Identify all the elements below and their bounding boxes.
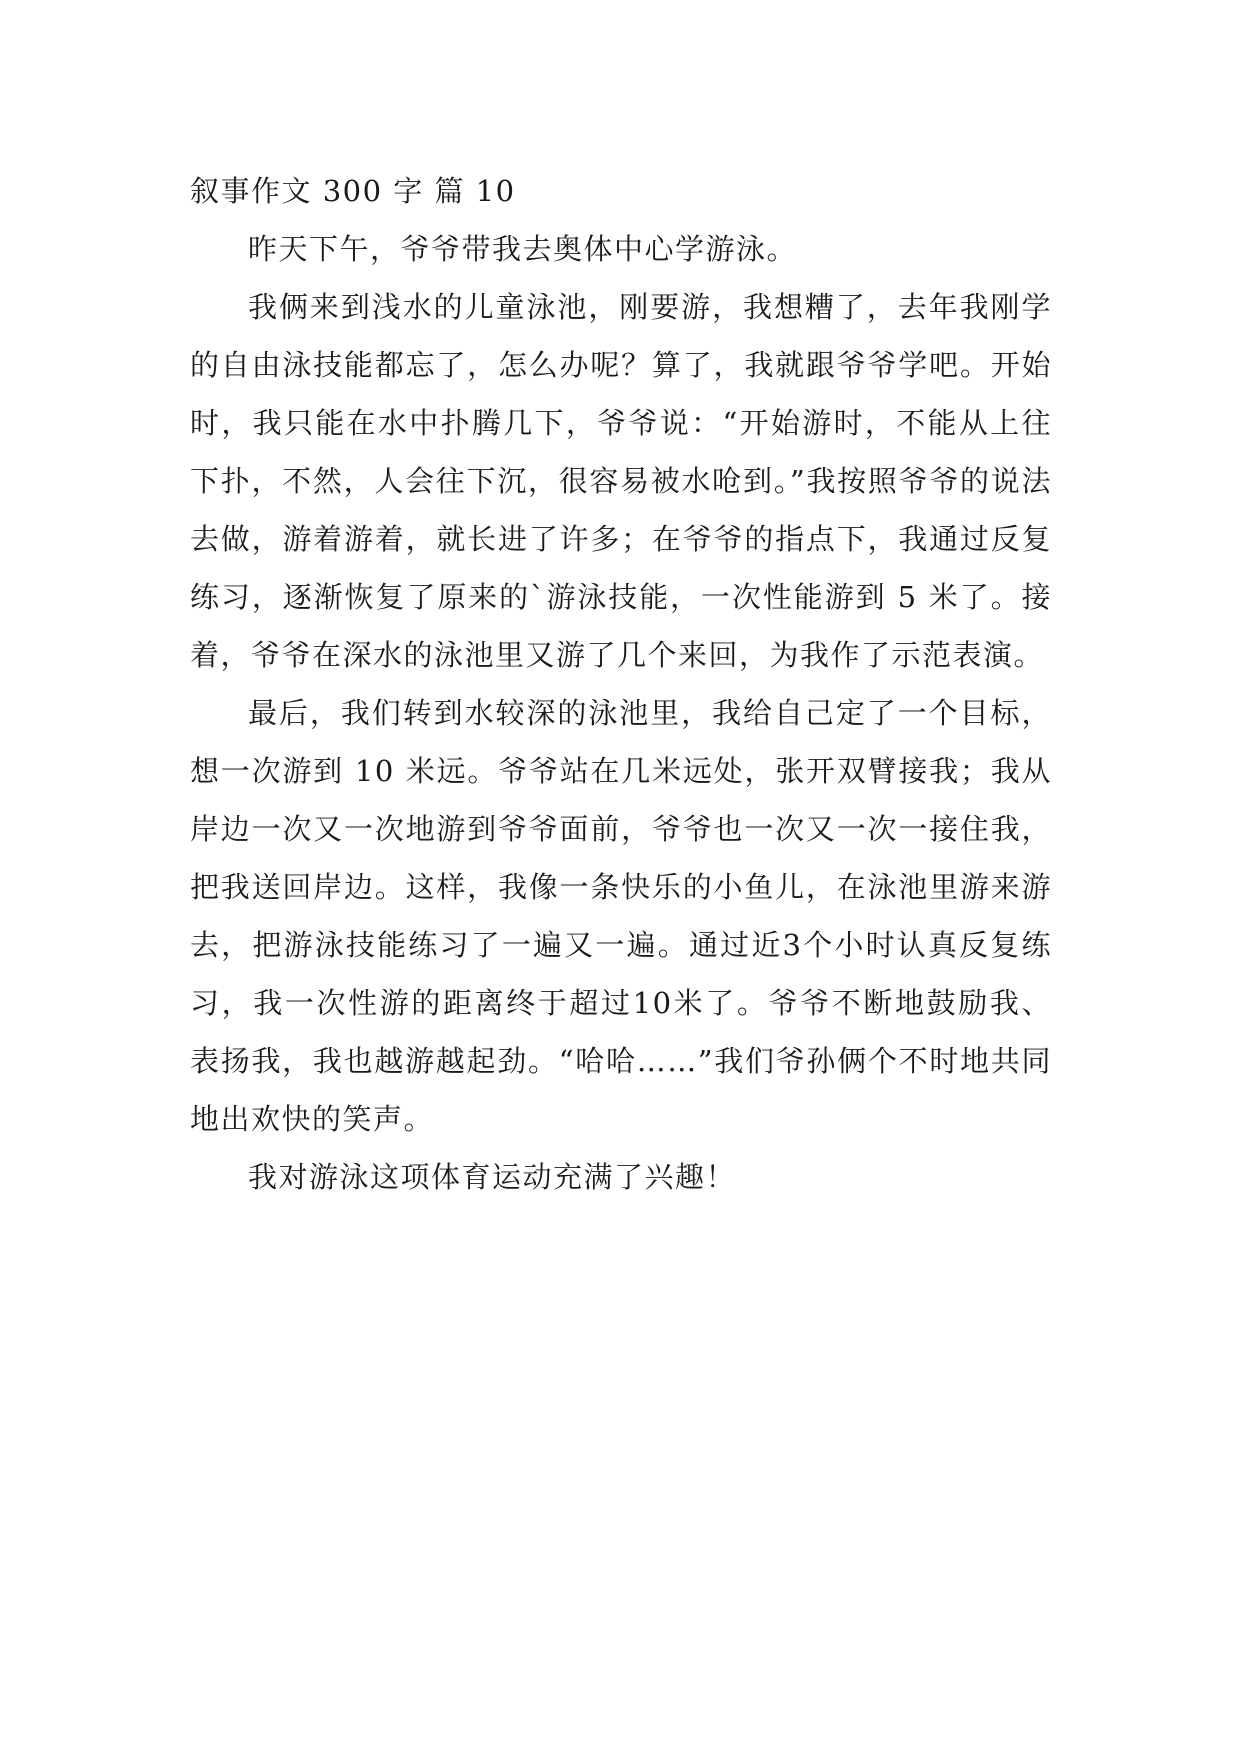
paragraph-1: 昨天下午，爷爷带我去奥体中心学游泳。 <box>248 232 798 266</box>
document-title: 叙事作文 300 字 篇 10 <box>190 174 516 208</box>
document-body <box>190 162 1052 1206</box>
paragraph-4: 我对游泳这项体育运动充满了兴趣！ <box>248 1160 737 1194</box>
paragraph-2: 我俩来到浅水的儿童泳池，刚要游，我想糟了，去年我刚学的自由泳技能都忘了，怎么办呢？算了，我就跟爷爷学吧。开始时，我只能在水中扑腾几下，爷爷说：“开始游时，不能从上往下扑，不然，人会往下沉，很容易被水呛到。”我按照爷爷的说法去做，游着游着，就长进了许多；在爷爷的指点下，我通过反复练习，逐渐恢复了原来的`游泳技能，一次性能游到 5 米了。接着，爷爷在深水的泳池里又游了几个来回，为我作了示范表演。 <box>190 290 1052 672</box>
paragraph-3: 最后，我们转到水较深的泳池里，我给自己定了一个目标，想一次游到 10 米远。爷爷站在几米远处，张开双臂接我；我从岸边一次又一次地游到爷爷面前，爷爷也一次又一次一接住我，把我送回岸边。这样，我像一条快乐的小鱼儿，在泳池里游来游去，把游泳技能练习了一遍又一遍。通过近3个小时认真反复练习，我一次性游的距离终于超过10米了。爷爷不断地鼓励我、表扬我，我也越游越起劲。“哈哈……”我们爷孙俩个不时地共同地出欢快的笑声。 <box>190 696 1052 1136</box>
